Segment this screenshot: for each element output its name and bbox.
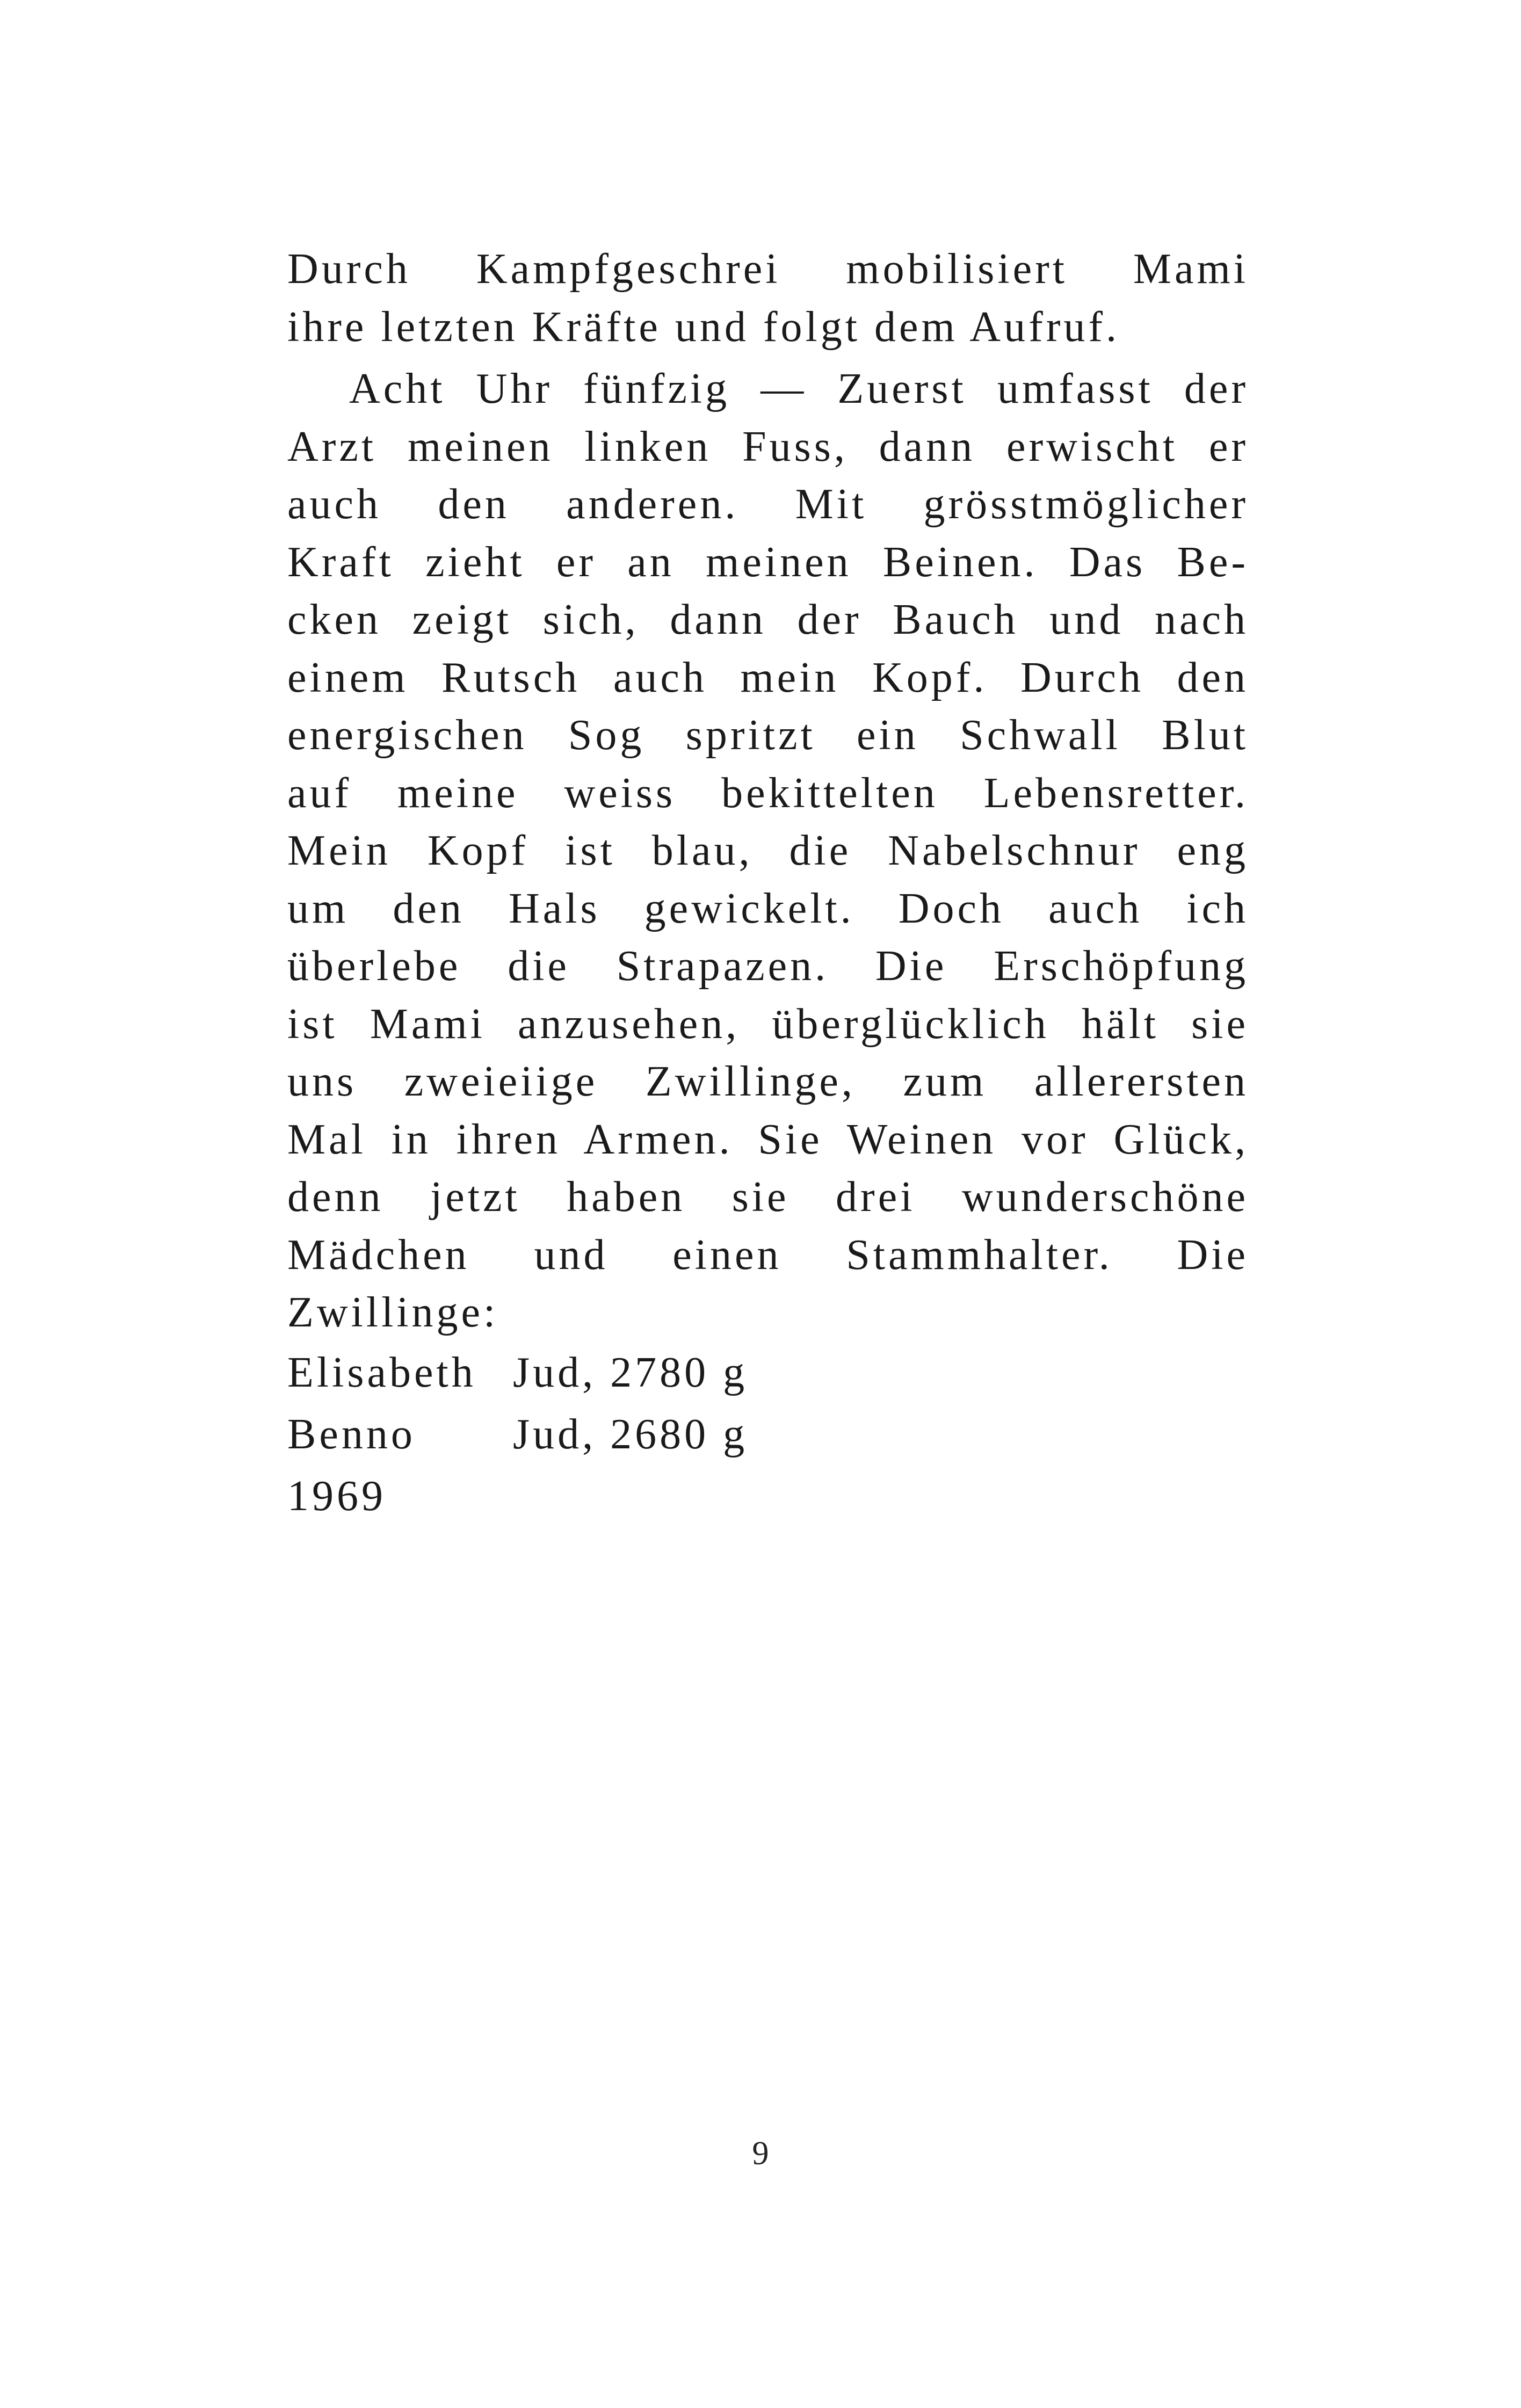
- twins-list: [287, 1342, 1249, 1527]
- twin-detail: Jud, 2680 g: [513, 1410, 748, 1458]
- text-line: energischen Sog spritzt ein Schwall Blut: [287, 712, 1249, 759]
- text-line: Mädchen und einen Stammhalter. Die: [287, 1231, 1249, 1279]
- twin-first-name: Benno: [287, 1410, 416, 1458]
- page-number: 9: [752, 2135, 769, 2172]
- body-text: [287, 241, 1249, 1527]
- text-line: überlebe die Strapazen. Die Erschöpfung: [287, 942, 1249, 990]
- text-line: cken zeigt sich, dann der Bauch und nach: [287, 596, 1249, 643]
- text-line: Durch Kampfgeschrei mobilisiert Mami: [287, 245, 1249, 293]
- text-line: Acht Uhr fünfzig — Zuerst umfasst der: [349, 365, 1249, 412]
- text-line: ist Mami anzusehen, überglücklich hält sie: [287, 1000, 1249, 1048]
- text-line: Mein Kopf ist blau, die Nabelschnur eng: [287, 827, 1249, 874]
- text-line: um den Hals gewickelt. Doch auch ich: [287, 884, 1249, 932]
- text-line: Arzt meinen linken Fuss, dann erwischt er: [287, 423, 1249, 470]
- text-line: ihre letzten Kräfte und folgt dem Aufruf.: [287, 303, 1120, 351]
- paragraph-1: [287, 241, 1249, 356]
- text-line: denn jetzt haben sie drei wunderschöne: [287, 1173, 1249, 1221]
- text-line: Kraft zieht er an meinen Beinen. Das Be-: [287, 538, 1249, 586]
- year: 1969: [287, 1472, 386, 1520]
- twin-entry: [287, 1342, 1249, 1404]
- text-line: auf meine weiss bekittelten Lebensretter.: [287, 769, 1249, 817]
- year-line: [287, 1466, 1249, 1527]
- text-line: Zwillinge:: [287, 1289, 499, 1336]
- text-line: uns zweieiige Zwillinge, zum allerersten: [287, 1058, 1249, 1105]
- text-line: einem Rutsch auch mein Kopf. Durch den: [287, 654, 1249, 701]
- twin-detail: Jud, 2780 g: [513, 1348, 748, 1396]
- text-line: Mal in ihren Armen. Sie Weinen vor Glück,: [287, 1115, 1249, 1163]
- text-line: auch den anderen. Mit grösstmöglicher: [287, 481, 1249, 528]
- paragraph-2: [287, 360, 1249, 1342]
- twin-first-name: Elisabeth: [287, 1348, 476, 1396]
- twin-entry: [287, 1404, 1249, 1466]
